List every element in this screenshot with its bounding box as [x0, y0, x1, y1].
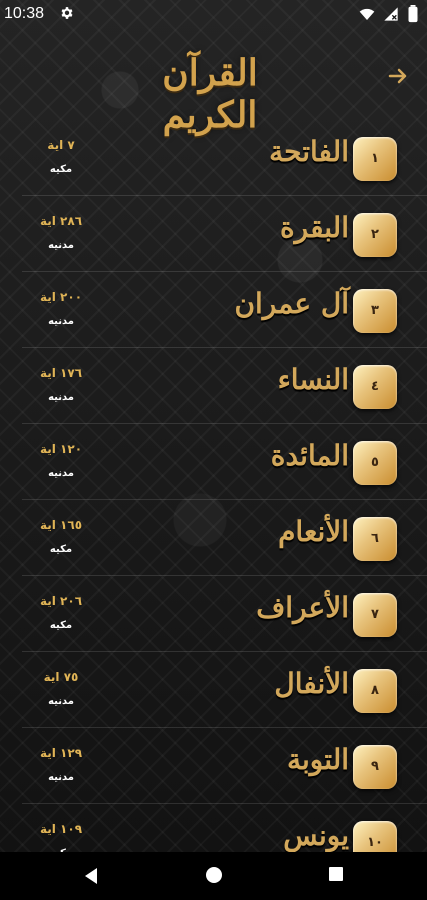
surah-number-badge: ٦ [353, 517, 397, 561]
status-bar [0, 0, 427, 28]
ayah-count: ٧ اية [47, 138, 75, 152]
surah-list [0, 120, 427, 851]
surah-info [32, 594, 90, 632]
surah-type: مدنيه [48, 316, 74, 327]
surah-number-badge: ١٠ [353, 821, 397, 865]
arrow-right-icon[interactable] [386, 64, 410, 88]
surah-name: المائدة [270, 439, 349, 472]
surah-row-8[interactable] [22, 652, 427, 728]
surah-row-1[interactable] [22, 120, 427, 196]
surah-type: مدنيه [48, 468, 74, 479]
wifi-icon [359, 6, 375, 22]
surah-number-badge: ٣ [353, 289, 397, 333]
surah-row-2[interactable] [22, 196, 427, 272]
surah-row-9[interactable] [22, 728, 427, 804]
surah-name: يونس [283, 819, 349, 852]
surah-row-4[interactable] [22, 348, 427, 424]
surah-name: التوبة [286, 743, 349, 776]
surah-name: البقرة [279, 211, 349, 244]
surah-number-badge: ٧ [353, 593, 397, 637]
recents-icon[interactable] [328, 866, 344, 882]
settings-icon [60, 6, 74, 20]
surah-info [32, 214, 90, 252]
surah-name: النساء [277, 363, 349, 396]
status-icons [359, 5, 419, 23]
system-navigation-bar [0, 852, 427, 900]
surah-name: الفاتحة [269, 135, 349, 168]
surah-name: الأنفال [274, 667, 349, 700]
surah-type: مكيه [49, 620, 73, 631]
surah-info [32, 138, 90, 176]
ayah-count: ١٧٦ اية [39, 366, 83, 380]
surah-name: الأعراف [256, 591, 349, 624]
surah-name: الأنعام [278, 515, 349, 548]
signal-icon [383, 6, 399, 22]
surah-type: مدنيه [48, 696, 74, 707]
surah-info [32, 290, 90, 328]
surah-row-3[interactable] [22, 272, 427, 348]
surah-number-badge: ٤ [353, 365, 397, 409]
surah-number-badge: ٢ [353, 213, 397, 257]
surah-type: مدنيه [48, 772, 74, 783]
ayah-count: ٢٠٦ اية [39, 594, 83, 608]
surah-info [32, 442, 90, 480]
status-time: 10:38 [4, 5, 45, 22]
surah-type: مدنيه [48, 392, 74, 403]
ayah-count: ٢٠٠ اية [39, 290, 83, 304]
battery-icon [407, 5, 419, 23]
page-title: القرآن الكريم [162, 52, 258, 136]
surah-type: مكيه [49, 544, 73, 555]
surah-number-badge: ١ [353, 137, 397, 181]
app-header [0, 44, 427, 136]
surah-type: مكيه [49, 164, 73, 175]
surah-info [32, 670, 90, 708]
surah-row-5[interactable] [22, 424, 427, 500]
surah-row-6[interactable] [22, 500, 427, 576]
ayah-count: ١٠٩ اية [39, 822, 83, 836]
surah-row-7[interactable] [22, 576, 427, 652]
ayah-count: ١٢٩ اية [39, 746, 83, 760]
ayah-count: ٧٥ اية [43, 670, 79, 684]
surah-number-badge: ٩ [353, 745, 397, 789]
surah-number-badge: ٥ [353, 441, 397, 485]
ayah-count: ٢٨٦ اية [39, 214, 83, 228]
surah-info [32, 366, 90, 404]
surah-name: آل عمران [234, 287, 349, 320]
surah-number-badge: ٨ [353, 669, 397, 713]
surah-info [32, 746, 90, 784]
home-icon[interactable] [205, 866, 223, 884]
surah-type: مدنيه [48, 240, 74, 251]
surah-info [32, 518, 90, 556]
ayah-count: ١٦٥ اية [39, 518, 83, 532]
ayah-count: ١٢٠ اية [39, 442, 83, 456]
back-icon[interactable] [81, 866, 99, 886]
